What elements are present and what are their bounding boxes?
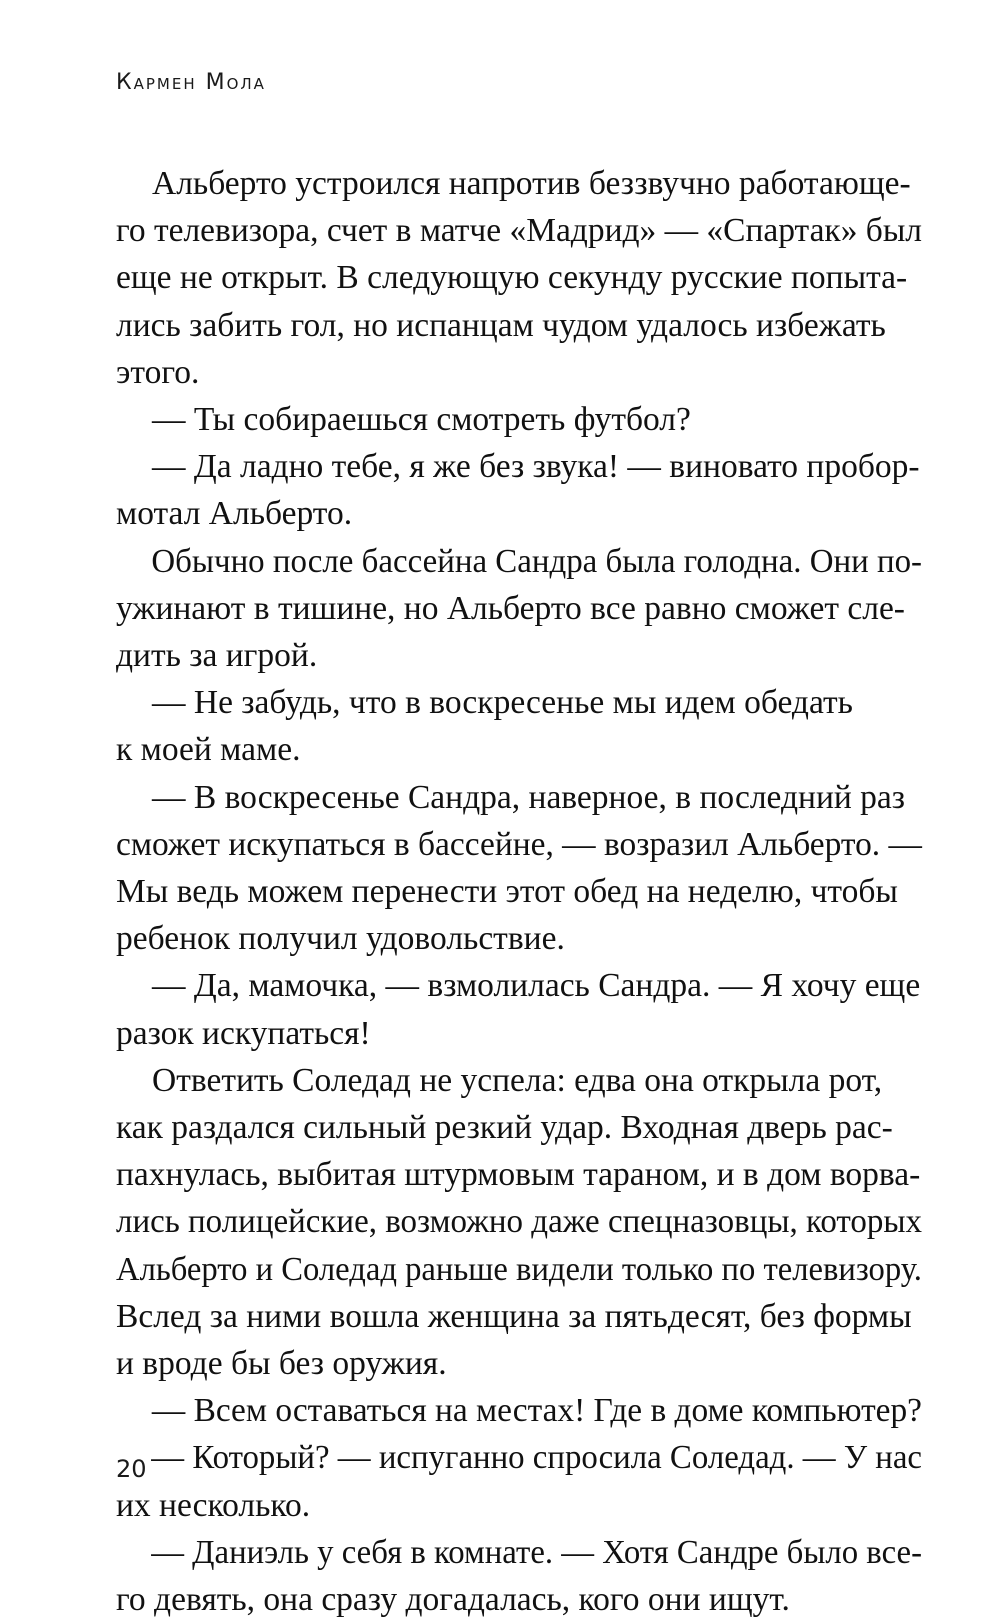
text-line: — Да ладно тебе, я же без звука! — виновато пробор- xyxy=(152,448,920,486)
text-line: Вслед за ними вошла женщина за пятьдесят, без формы xyxy=(116,1297,912,1335)
text-line: и вроде бы без оружия. xyxy=(116,1345,447,1383)
text-line: — В воскресенье Сандра, наверное, в последний раз xyxy=(152,778,906,816)
text-line: пахнулась, выбитая штурмовым тараном, и в дом ворва- xyxy=(116,1156,921,1194)
text-line: — Да, мамочка, — взмолилась Сандра. — Я хочу еще xyxy=(152,967,921,1005)
text-line: — Даниэль у себя в комнате. — Хотя Сандре было все- xyxy=(151,1533,922,1571)
text-line: лись забить гол, но испанцам чудом удалось избежать xyxy=(116,306,886,344)
running-head-author: Кармен Мола xyxy=(116,70,266,95)
text-line: Обычно после бассейна Сандра была голодна. Они по- xyxy=(151,542,923,580)
body-text xyxy=(116,160,922,1623)
text-line: — Который? — испуганно спросила Соледад. — У нас xyxy=(151,1439,923,1477)
text-line: этого. xyxy=(116,353,200,391)
text-line: дить за игрой. xyxy=(116,637,318,675)
text-line: Альберто устроился напротив беззвучно работающе- xyxy=(152,165,911,202)
text-line: сможет искупаться в бассейне, — возразил Альберто. — xyxy=(116,825,922,863)
text-line: разок искупаться! xyxy=(116,1014,371,1052)
text-line: Ответить Соледад не успела: едва она открыла рот, xyxy=(152,1061,883,1099)
text-line: ребенок получил удовольствие. xyxy=(116,920,565,958)
text-line: го девять, она сразу догадалась, кого они ищут. xyxy=(116,1581,790,1619)
text-line: Мы ведь можем перенести этот обед на неделю, чтобы xyxy=(116,873,898,911)
text-line: — Ты собираешься смотреть футбол? xyxy=(152,401,691,439)
text-line: Альберто и Соледад раньше видели только по телевизору. xyxy=(116,1250,922,1288)
text-line: го телевизора, счет в матче «Мадрид» — «Спартак» был xyxy=(116,212,923,250)
text-line: их несколько. xyxy=(116,1486,311,1524)
text-line: — Не забудь, что в воскресенье мы идем обедать xyxy=(152,684,853,722)
text-line: лись полицейские, возможно даже спецназовцы, которых xyxy=(116,1203,922,1241)
text-line: еще не открыт. В следующую секунду русские попыта- xyxy=(116,259,908,297)
text-line: как раздался сильный резкий удар. Входная дверь рас- xyxy=(116,1109,893,1147)
text-line: мотал Альберто. xyxy=(116,495,353,533)
text-line: — Всем оставаться на местах! Где в доме компьютер? xyxy=(151,1392,922,1430)
page-number: 20 xyxy=(116,1455,147,1483)
text-line: ужинают в тишине, но Альберто все равно сможет сле- xyxy=(116,589,905,627)
text-line: к моей маме. xyxy=(116,731,301,769)
